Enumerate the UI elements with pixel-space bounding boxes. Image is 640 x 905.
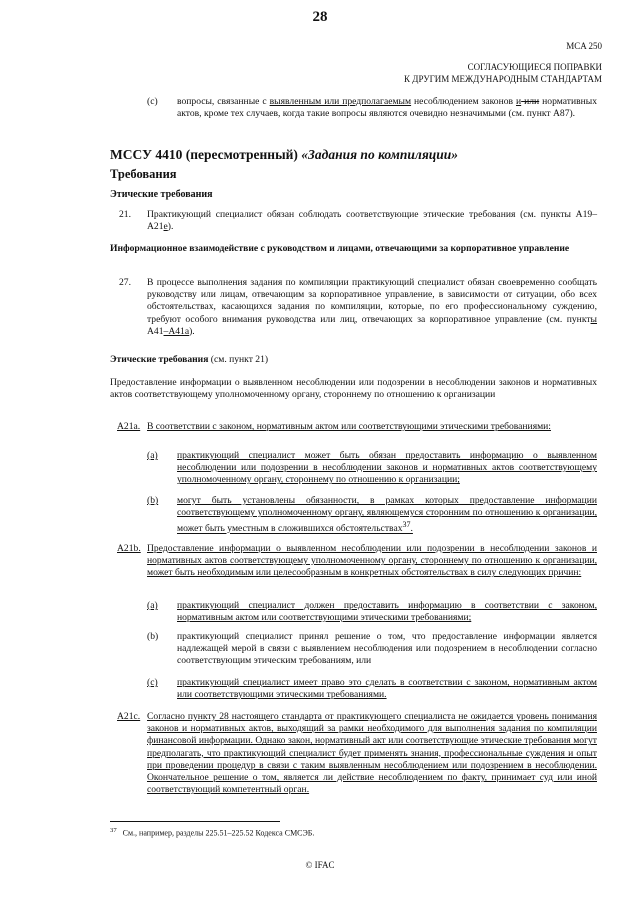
a21b-a-label: (a)	[147, 600, 158, 611]
para-27-part: ).	[189, 325, 195, 337]
a21b-c-text: практикующий специалист имеет право это сделать в соответствии с законом, нормативным актом или соответствующими этическими требованиями.	[177, 677, 597, 701]
standard-title-name: «Задания по компиляции»	[301, 147, 459, 162]
item-c-part: несоблюдением законов	[411, 96, 517, 107]
doc-code: MCA 250	[566, 41, 602, 51]
footer-copyright: © IFAC	[305, 860, 335, 870]
a21b-a-text: практикующий специалист должен предоставить информацию в соответствии с законом, нормативным актом или соответствующими этическими требованиями;	[177, 600, 597, 624]
section-requirements: Требования	[110, 167, 177, 181]
para-27-part: В процессе выполнения задания по компиляции практикующий специалист обязан своевременно сообщать руководству или лицам, отвечающим за корпоративное управление, в зависимости от ситуации, обо всех обстоятельствах, касающихся задания по компиляции, которые, по его профессиональному суждению, требуют особого внимания руководства или лиц, отвечающих за корпоративное управление (см. пункт	[147, 277, 597, 325]
item-c-part: нормативных актов, кроме тех случаев, когда такие вопросы являются очевидно незначимыми (см. пункт А87).	[177, 96, 597, 120]
para-21-text	[147, 209, 597, 233]
ethics-guidance-ref: (см. пункт 21)	[208, 354, 269, 365]
para-21-inserted: е	[163, 221, 168, 233]
a21a-intro: В соответствии с законом, нормативным актом или соответствующими этическими требованиями:	[147, 421, 551, 432]
footnote-text: См., например, разделы 225.51–225.52 Кодекса СМСЭБ.	[122, 828, 315, 838]
footnote-number: 37	[110, 827, 117, 834]
a21a-b-text	[177, 495, 597, 536]
para-27-text	[147, 277, 597, 338]
page-number: 28	[312, 9, 328, 25]
ethics-guidance-title: Этические требования	[110, 354, 209, 365]
para-21-number: 21.	[119, 209, 131, 220]
a21a-label: А21а.	[117, 421, 141, 432]
para-27-number: 27.	[119, 277, 131, 288]
a21c-label: А21с.	[117, 711, 141, 722]
communication-heading: Информационное взаимодействие с руководством и лицами, отвечающими за корпоративное управление	[110, 243, 570, 254]
item-c-inserted: выявленным или предполагаемым	[269, 96, 412, 107]
a21b-b-text: практикующий специалист принял решение о том, что предоставление информации является надлежащей мерой в связи с выявлением несоблюдения или подозрением в несоблюдении согласно соответствующим этическим требованиям, или	[177, 631, 597, 667]
a21a-b-body: могут быть установлены обязанности, в рамках которых предоставление информации соответствующему уполномоченному органу, являющемуся сторонним по отношению к организации, может быть уместным в сложившихся обстоятельствах	[177, 495, 597, 535]
footnote-divider	[110, 821, 280, 822]
item-c-part: вопросы, связанные с	[177, 96, 270, 107]
a21b-b-label: (b)	[147, 631, 159, 642]
a21a-a-text: практикующий специалист может быть обязан предоставить информацию о выявленном несоблюдении или подозрении в несоблюдении законов и нормативных актов соответствующему уполномоченному органу, стороннему по отношению к организации;	[177, 450, 597, 486]
a21c-text: Согласно пункту 28 настоящего стандарта от практикующего специалиста не ожидается уровень понимания законов и нормативных актов, выходящий за рамки необходимого для выполнения задания по компиляции финансовой информации. Однако закон, нормативный акт или соответствующие этические требования могут предполагать, что практикующий специалист будет применять знания, профессиональные суждения и опыт при проведении процедур в связи с таким выявленным несоблюдением или подозрением в несоблюдении. Окончательное решение о том, является ли действие несоблюдением по факту, принимает суд или иной соответствующий компетентный орган.	[147, 711, 597, 796]
item-c-text	[177, 96, 597, 120]
para-27-inserted: ы	[590, 313, 597, 325]
para-27-part: А41	[147, 325, 164, 337]
para-27-inserted: –А41а	[163, 325, 190, 337]
ethics-heading: Этические требования	[110, 189, 213, 200]
item-c-inserted: и	[516, 96, 522, 107]
standard-title	[110, 147, 458, 163]
a21a-b-label: (b)	[147, 495, 159, 506]
footnote-ref-37[interactable]: 37	[402, 520, 411, 530]
footnote	[110, 826, 314, 839]
a21b-intro: Предоставление информации о выявленном несоблюдении или подозрении в несоблюдении законов и нормативных актов соответствующему уполномоченному органу, стороннему по отношению к организации, может быть необходимым или целесообразным в конкретных обстоятельствах в силу следующих причин:	[147, 543, 597, 579]
a21b-label: А21b.	[117, 543, 141, 554]
a21b-c-label: (c)	[147, 677, 158, 688]
para-21-part: Практикующий специалист обязан соблюдать соответствующие этические требования (см. пункты А19–А21	[147, 209, 597, 233]
running-header-line-2: К ДРУГИМ МЕЖДУНАРОДНЫМ СТАНДАРТАМ	[404, 74, 602, 84]
a21a-b-end: .	[410, 523, 413, 535]
a21a-a-label: (a)	[147, 450, 158, 461]
standard-title-code: МССУ 4410 (пересмотренный)	[110, 147, 302, 162]
item-c-deleted: или	[521, 96, 540, 107]
reporting-heading: Предоставление информации о выявленном несоблюдении или подозрении в несоблюдении законов и нормативных актов соответствующему уполномоченному органу, стороннему по отношению к организации	[110, 377, 597, 401]
para-21-part: ).	[167, 221, 174, 233]
ethics-guidance-heading	[110, 354, 268, 366]
running-header-line-1: СОГЛАСУЮЩИЕСЯ ПОПРАВКИ	[467, 62, 602, 72]
item-c-label: (c)	[147, 96, 158, 107]
